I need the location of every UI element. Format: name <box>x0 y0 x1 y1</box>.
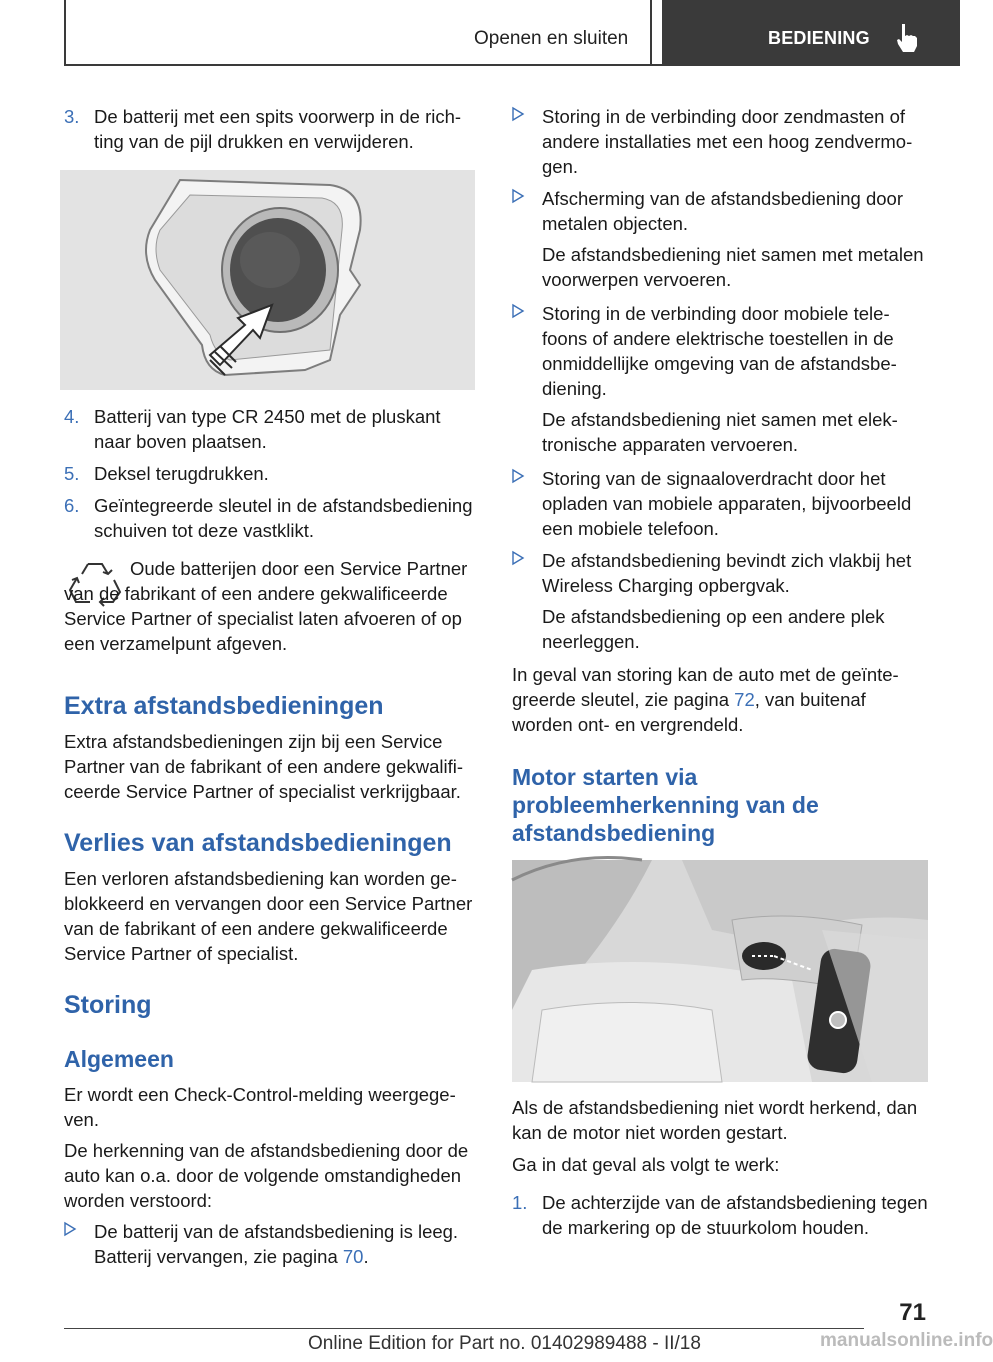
header-divider <box>64 0 66 64</box>
page-link-72[interactable]: 72 <box>734 689 755 710</box>
key-battery-illustration <box>60 170 475 390</box>
step-number: 5. <box>64 463 80 484</box>
paragraph-procedure: Ga in dat geval als volgt te werk: <box>512 1154 780 1175</box>
paragraph-storing-key <box>512 662 928 737</box>
bullet-subtext: De afstandsbediening niet samen met elektronische apparaten vervoeren. <box>542 409 898 455</box>
bullet-item <box>512 301 928 457</box>
triangle-bullet-icon <box>512 189 524 203</box>
heading-loss-remotes: Verlies van afstandsbedieningen <box>64 829 452 857</box>
recycle-note <box>64 556 480 656</box>
triangle-bullet-icon <box>512 469 524 483</box>
step-text: De achterzijde van de afstandsbediening tegen de markering op de stuurkolom houden. <box>542 1192 928 1238</box>
bullet-subtext: De afstandsbediening niet samen met metalen voorwerpen vervoeren. <box>542 244 924 290</box>
footer-watermark: manualsonline.info <box>820 1330 993 1351</box>
step-item <box>64 493 480 543</box>
steering-column-drawing <box>512 860 928 1082</box>
header-section-title: Openen en sluiten <box>474 28 629 49</box>
heading-motor-start: Motor starten via probleemherkenning van de afstandsbediening <box>512 764 819 846</box>
step-number: 3. <box>64 106 80 127</box>
step-text: De batterij met een spits voorwerp in de richting van de pijl drukken en verwijderen. <box>94 106 462 152</box>
paragraph-extra-remotes: Extra afstandsbedieningen zijn bij een Service Partner van de fabrikant of een andere gekwalificeerde Service Partner of specialist verkrijgbaar. <box>64 731 464 802</box>
triangle-bullet-icon <box>512 551 524 565</box>
step-item <box>512 1190 928 1240</box>
bullet-item <box>512 548 928 654</box>
key-battery-drawing <box>60 170 475 390</box>
bullet-item <box>64 1219 480 1269</box>
page-link-70[interactable]: 70 <box>342 1246 364 1267</box>
bullet-text: De afstandsbediening bevindt zich vlakbij het Wireless Charging opbergvak. <box>542 550 912 596</box>
step-text: Batterij van type CR 2450 met de pluskant naar boven plaatsen. <box>94 406 441 452</box>
step-text: Deksel terugdrukken. <box>94 463 269 484</box>
header-chapter-label: BEDIENING <box>768 28 870 48</box>
paragraph-text: , van buitenaf worden ont- en vergrendeld. <box>512 689 866 735</box>
paragraph-not-recognised: Als de afstandsbediening niet wordt herkend, dan kan de motor niet worden gestart. <box>512 1097 918 1143</box>
hand-pointer-icon <box>894 22 920 54</box>
bullet-subtext: De afstandsbediening op een andere plek neerleggen. <box>542 606 885 652</box>
step-text: Geïntegreerde sleutel in de afstandsbediening schuiven tot deze vastklikt. <box>94 495 473 541</box>
heading-extra-remotes: Extra afstandsbedieningen <box>64 692 384 720</box>
footer-rule <box>64 1328 864 1329</box>
bullet-item <box>512 104 928 179</box>
recycle-note-text: Oude batterijen door een Service Partner van de fabrikant of een andere gekwalificeerde Service Partner of specialist laten afvoeren of op een verzamelpunt afgeven. <box>64 558 468 654</box>
paragraph-text: In geval van storing kan de auto met de geïntegreerde sleutel, zie pagina <box>512 664 899 710</box>
header-divider <box>650 0 652 64</box>
step-number: 6. <box>64 495 80 516</box>
triangle-bullet-icon <box>64 1222 76 1236</box>
step-number: 4. <box>64 406 80 427</box>
step-item <box>64 461 480 486</box>
step-number: 1. <box>512 1192 528 1213</box>
bullet-text: Storing in de verbinding door zendmasten of andere installaties met een hoog zendvermogen. <box>542 106 913 177</box>
paragraph-detection: De herkenning van de afstandsbediening door de auto kan o.a. door de volgende omstandigheden worden verstoord: <box>64 1140 469 1211</box>
bullet-item <box>512 186 928 292</box>
triangle-bullet-icon <box>512 304 524 318</box>
steering-column-illustration <box>512 860 928 1082</box>
heading-malfunction: Storing <box>64 991 152 1019</box>
page-number: 71 <box>899 1299 926 1326</box>
bullet-text: Storing van de signaaloverdracht door het opladen van mobiele apparaten, bijvoorbeeld een mobiele telefoon. <box>542 468 912 539</box>
triangle-bullet-icon <box>512 107 524 121</box>
bullet-item <box>512 466 928 541</box>
bullet-text <box>94 1219 480 1269</box>
heading-general: Algemeen <box>64 1046 174 1072</box>
footer-edition: Online Edition for Part no. 01402989488 - II/18 <box>308 1333 701 1354</box>
bullet-text-end: . <box>363 1246 369 1267</box>
bullet-text-main: De batterij van de afstandsbediening is leeg. Batterij vervangen, zie pagina <box>94 1221 459 1267</box>
paragraph-loss-remotes: Een verloren afstandsbediening kan worden geblokkeerd en vervangen door een Service Partner van de fabrikant of een andere gekwalificeerde Service Partner of specialist. <box>64 868 473 964</box>
step-item <box>64 404 480 454</box>
step-item <box>64 104 480 154</box>
bullet-text: Storing in de verbinding door mobiele telefoons of andere elektrische toestellen in de onmiddellijke omgeving van de afstandsbediening. <box>542 303 897 399</box>
paragraph-check-control: Er wordt een Check-Control-melding weergegeven. <box>64 1084 456 1130</box>
bullet-text: Afscherming van de afstandsbediening door metalen objecten. <box>542 188 903 234</box>
